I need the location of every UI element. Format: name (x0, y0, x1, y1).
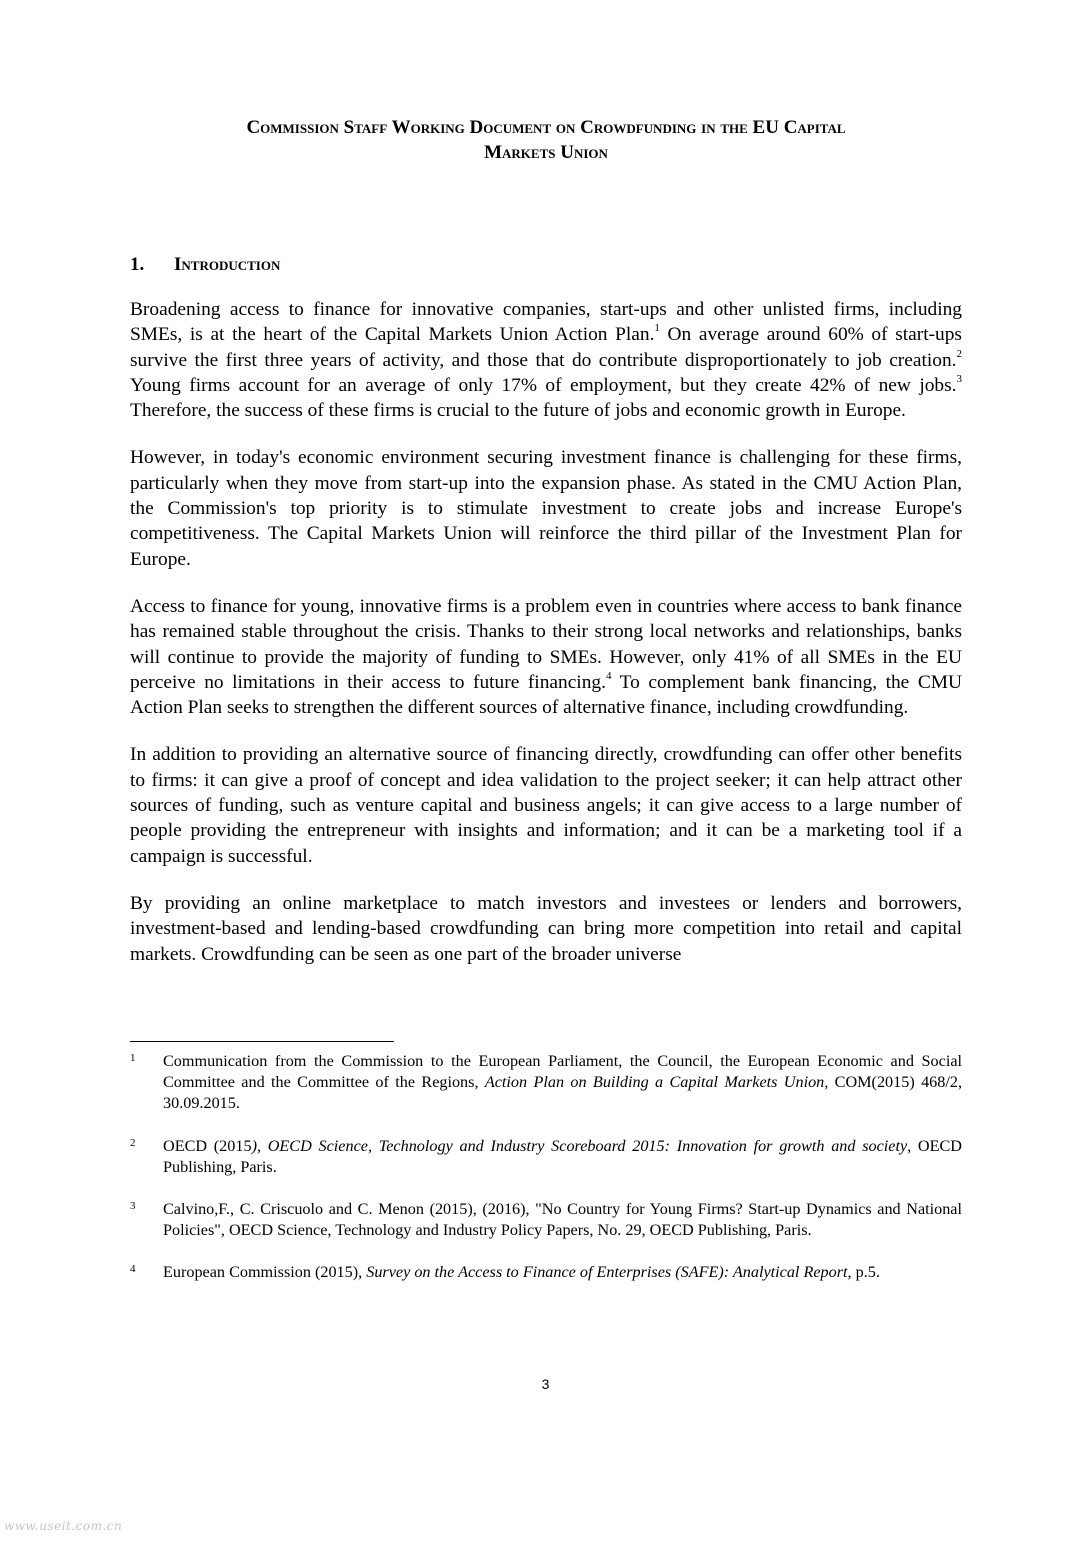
footnote-text-italic: Survey on the Access to Finance of Enterprises (SAFE): Analytical Report (366, 1263, 848, 1282)
footnote-1 (130, 1051, 962, 1115)
paragraph-3-text-a: Access to finance for young, innovative firms is a problem even in countries where access to bank finance has remained stable throughout the crisis. Thanks to their strong local networks and relationships, banks will continue to provide the majority of funding to SMEs. However, only 41% of all SMEs in the EU perceive no limitations in their access to future financing. (130, 595, 962, 693)
footnote-ref-2[interactable]: 2 (956, 347, 962, 360)
paragraph-1-text-c: Young firms account for an average of only 17% of employment, but they create 42% of new jobs. (130, 374, 957, 396)
watermark: www.useit.com.cn (4, 1519, 123, 1533)
footnote-number: 2 (130, 1136, 136, 1149)
footnote-text (163, 1199, 962, 1241)
section-title: Introduction (174, 254, 281, 275)
page-number: 3 (541, 1376, 550, 1392)
footnote-text-italic: Action Plan on Building a Capital Markets Union, (484, 1073, 829, 1092)
footnote-ref-3[interactable]: 3 (956, 372, 962, 385)
footnote-text (163, 1051, 962, 1115)
footnote-text-plain: European Commission (2015), (163, 1263, 367, 1282)
paragraph-1-text-d: Therefore, the success of these firms is crucial to the future of jobs and economic growth in Europe. (130, 400, 906, 422)
footnote-ref-1[interactable]: 1 (654, 322, 660, 335)
paragraph-4: In addition to providing an alternative source of financing directly, crowdfunding can offer other benefits to firms: it can give a proof of concept and idea validation to the project seeker; it can help attract other sources of funding, such as venture capital and business angels; it can give access to a large number of people providing the entrepreneur with insights and information; and it can be a marketing tool if a campaign is successful. (130, 744, 962, 867)
paragraph-5: By providing an online marketplace to match investors and investees or lenders and borrowers, investment-based and lending-based crowdfunding can bring more competition into retail and capital markets. Crowdfunding can be seen as one part of the broader universe (130, 892, 962, 965)
paragraph-1-text-b: On average around 60% of start-ups survive the first three years of activity, and those that do contribute disproportionately to job creation. (130, 324, 962, 371)
section-number: 1. (130, 254, 145, 275)
footnote-2 (130, 1136, 962, 1178)
paragraph-1-text-a: Broadening access to finance for innovative companies, start-ups and other unlisted firms, including SMEs, is at the heart of the Capital Markets Union Action Plan. (130, 299, 962, 346)
footnote-text (163, 1136, 962, 1178)
footnote-ref-4[interactable]: 4 (605, 669, 612, 682)
footnote-text (163, 1262, 962, 1283)
footnote-text-plain: Calvino,F., C. Criscuolo and C. Menon (2015), (2016), "No Country for Young Firms? Start-up Dynamics and National Policies", OECD Science, Technology and Industry Policy Papers, No. 29, OECD Publishing, Paris. (163, 1200, 962, 1240)
footnote-text-italic: ), OECD Science, Technology and Industry Scoreboard 2015: Innovation for growth and society (251, 1136, 908, 1155)
footnote-number: 1 (130, 1052, 136, 1064)
paragraph-3-text-b: To complement bank financing, the CMU Action Plan seeks to strengthen the different sources of alternative finance, including crowdfunding. (130, 671, 963, 719)
paragraph-1 (130, 297, 962, 423)
footnote-number: 4 (130, 1263, 136, 1276)
footnote-text-plain: COM(2015) 468/2, 30.09.2015. (163, 1073, 962, 1113)
footnote-separator (130, 1041, 394, 1042)
footnote-text-plain: , OECD Publishing, Paris. (163, 1136, 962, 1176)
title-line-1: Commission Staff Working Document on Crowdfunding in the EU Capital (246, 117, 846, 138)
paragraph-3 (130, 594, 962, 720)
footnote-text-plain: OECD (2015 (163, 1136, 252, 1155)
footnote-4 (130, 1262, 962, 1283)
document-title (130, 115, 962, 165)
footnote-text-plain: , p.5. (847, 1263, 880, 1282)
footnote-3 (130, 1199, 962, 1241)
footnotes (130, 1051, 962, 1305)
footnote-text-plain: Communication from the Commission to the European Parliament, the Council, the European Economic and Social Committee and the Committee of the Regions, (163, 1052, 962, 1092)
section-heading (130, 253, 280, 277)
body-text (130, 297, 962, 967)
footnote-number: 3 (130, 1200, 136, 1213)
title-line-2: Markets Union (484, 142, 608, 163)
paragraph-2: However, in today's economic environment securing investment finance is challenging for these firms, particularly when they move from start-up into the expansion phase. As stated in the CMU Action Plan, the Commission's top priority is to stimulate investment to create jobs and increase Europe's competitiveness. The Capital Markets Union will reinforce the third pillar of the Investment Plan for Europe. (130, 447, 962, 570)
